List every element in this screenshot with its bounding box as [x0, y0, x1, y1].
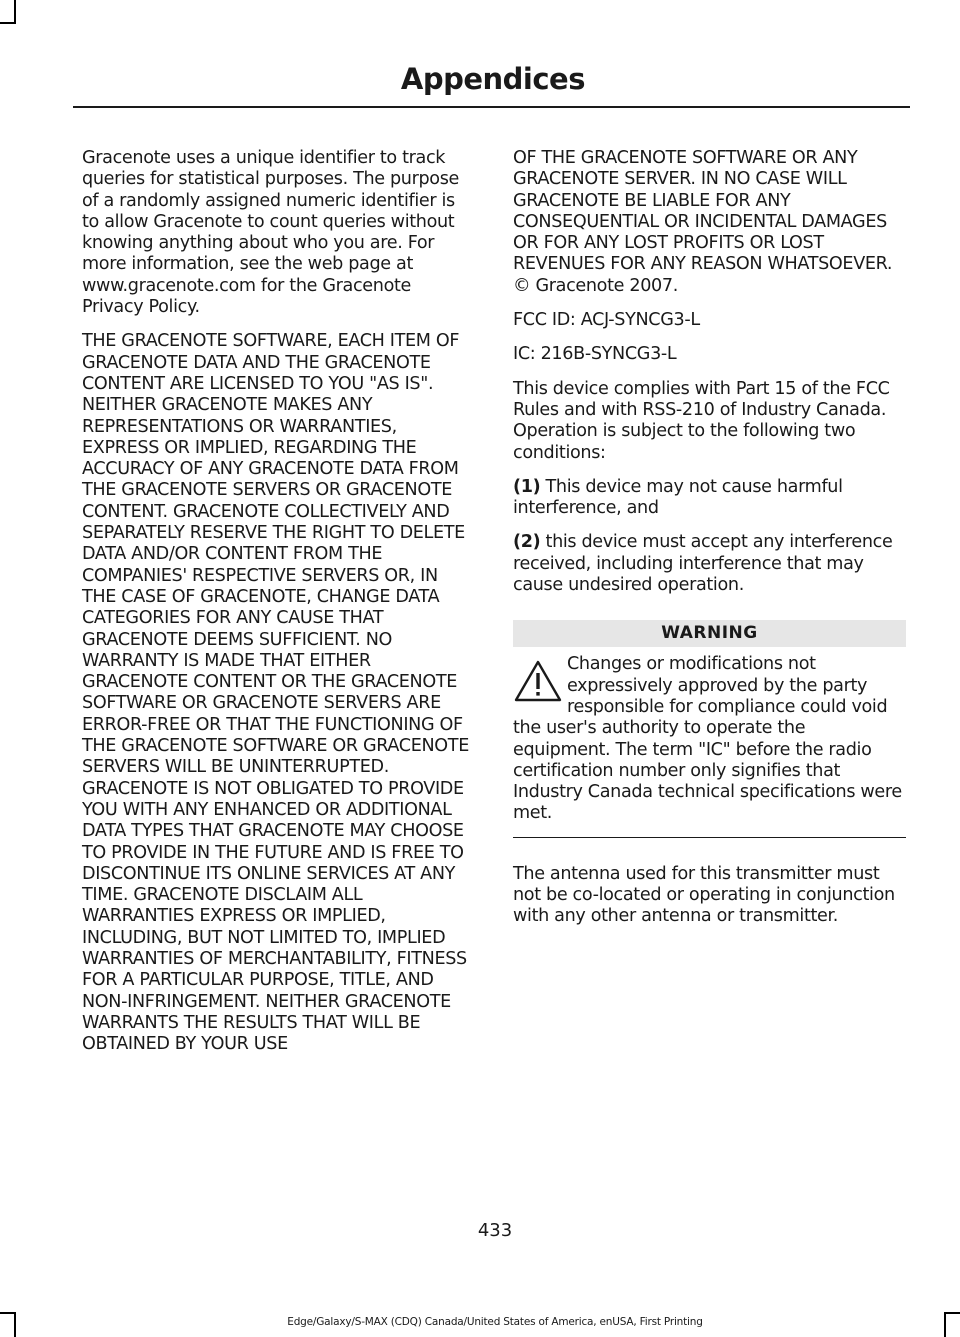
condition-1 — [513, 477, 906, 520]
condition-2-number: (2) — [513, 532, 541, 553]
warning-text: Changes or modifications not expressively approved by the party responsible for compliance could void the user's authority to operate the equipment. The term "IC" before the radio certification number only signifies that Industry Canada technical specifications were met. — [513, 654, 902, 824]
crop-mark-top-left-horizontal — [0, 22, 16, 24]
privacy-paragraph: Gracenote uses a unique identifier to track queries for statistical purposes. The purpose of a randomly assigned numeric identifier is to allow Gracenote to count queries without knowing anything about who you are. For more information, see the web page at www.gracenote.com for the Gracenote Privacy Policy. — [82, 148, 460, 318]
warning-box — [513, 654, 906, 837]
page-number: 433 — [477, 1220, 513, 1241]
warning-triangle-icon — [513, 659, 563, 703]
left-column — [82, 148, 474, 1068]
warning-heading: WARNING — [513, 620, 906, 647]
crop-mark-bottom-left-horizontal — [0, 1312, 16, 1314]
liability-paragraph: OF THE GRACENOTE SOFTWARE OR ANY GRACENOTE SERVER. IN NO CASE WILL GRACENOTE BE LIABLE FOR ANY CONSEQUENTIAL OR INCIDENTAL DAMAGES OR FOR ANY LOST PROFITS OR LOST REVENUES FOR ANY REASON WHATSOEVER. © Gracenote 2007. — [513, 148, 893, 296]
ic-id: IC: 216B-SYNCG3-L — [513, 344, 677, 365]
crop-mark-top-left-vertical — [14, 0, 16, 22]
fcc-id: FCC ID: ACJ-SYNCG3-L — [513, 310, 700, 331]
right-column — [513, 148, 906, 941]
condition-1-number: (1) — [513, 476, 541, 497]
footer-edition: Edge/Galaxy/S-MAX (CDQ) Canada/United States of America, enUSA, First Printing — [287, 1316, 703, 1328]
condition-2-text: this device must accept any interference received, including interference that may cause undesired operation. — [513, 532, 893, 596]
header-divider — [73, 106, 910, 108]
condition-2 — [513, 532, 906, 596]
page-title: Appendices — [400, 62, 585, 96]
license-disclaimer-paragraph: THE GRACENOTE SOFTWARE, EACH ITEM OF GRACENOTE DATA AND THE GRACENOTE CONTENT ARE LICENSED TO YOU "AS IS". NEITHER GRACENOTE MAKES ANY REPRESENTATIONS OR WARRANTIES, EXPRESS OR IMPLIED, REGARDING THE ACCURACY OF ANY GRACENOTE DATA FROM THE GRACENOTE SERVERS OR GRACENOTE CONTENT. GRACENOTE COLLECTIVELY AND SEPARATELY RESERVE THE RIGHT TO DELETE DATA AND/OR CONTENT FROM THE COMPANIES' RESPECTIVE SERVERS OR, IN THE CASE OF GRACENOTE, CHANGE DATA CATEGORIES FOR ANY CAUSE THAT GRACENOTE DEEMS SUFFICIENT. NO WARRANTY IS MADE THAT EITHER GRACENOTE CONTENT OR THE GRACENOTE SOFTWARE OR GRACENOTE SERVERS ARE ERROR-FREE OR THAT THE FUNCTIONING OF THE GRACENOTE SOFTWARE OR GRACENOTE SERVERS WILL BE UNINTERRUPTED. GRACENOTE IS NOT OBLIGATED TO PROVIDE YOU WITH ANY ENHANCED OR ADDITIONAL DATA TYPES THAT GRACENOTE MAY CHOOSE TO PROVIDE IN THE FUTURE AND IS FREE TO DISCONTINUE ITS ONLINE SERVICES AT ANY TIME. GRACENOTE DISCLAIM ALL WARRANTIES EXPRESS OR IMPLIED, INCLUDING, BUT NOT LIMITED TO, IMPLIED WARRANTIES OF MERCHANTABILITY, FITNESS FOR A PARTICULAR PURPOSE, TITLE, AND NON-INFRINGEMENT. NEITHER GRACENOTE WARRANTS THE RESULTS THAT WILL BE OBTAINED BY YOUR USE — [82, 331, 469, 1055]
antenna-paragraph: The antenna used for this transmitter must not be co-located or operating in conjunction with any other antenna or transmitter. — [513, 863, 895, 927]
compliance-paragraph: This device complies with Part 15 of the FCC Rules and with RSS-210 of Industry Canada. Operation is subject to the following two conditions: — [513, 378, 890, 463]
crop-mark-bottom-right-horizontal — [944, 1312, 960, 1314]
condition-1-text: This device may not cause harmful interference, and — [513, 476, 843, 519]
